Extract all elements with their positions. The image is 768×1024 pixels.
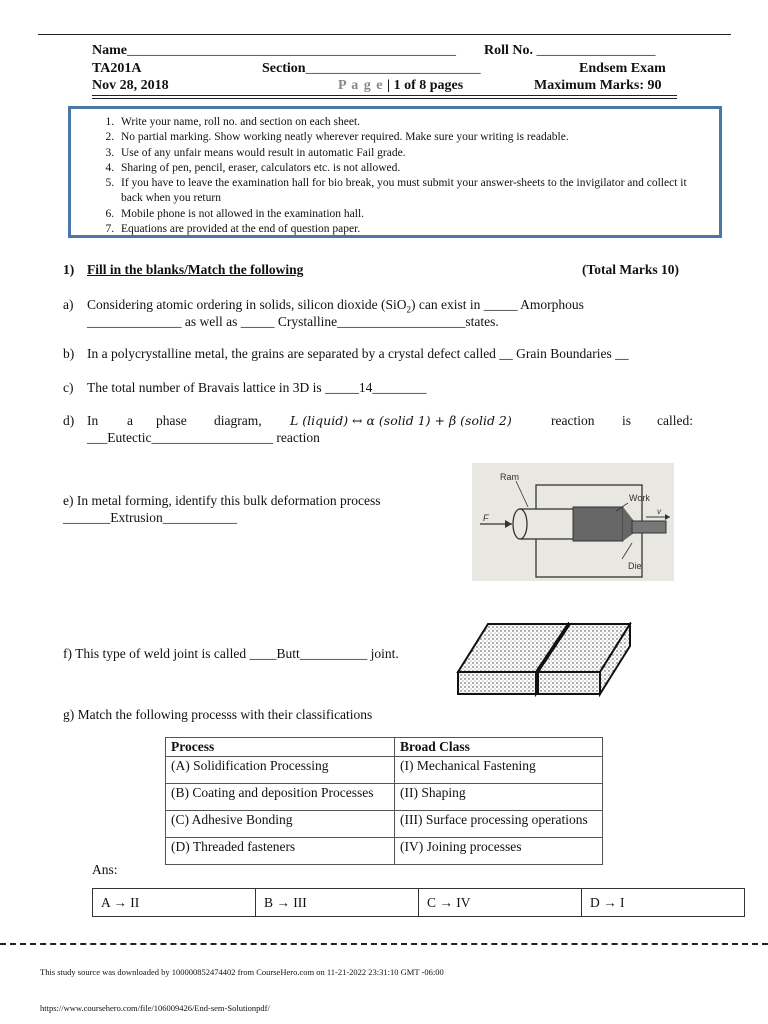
table-row — [93, 889, 745, 917]
instruction-item: 3. Use of any unfair means would result in automatic Fail grade. — [117, 146, 707, 161]
part-d-word: reaction — [551, 413, 595, 428]
table-cell: (B) Coating and deposition Processes — [166, 784, 395, 811]
cut-line — [0, 943, 768, 945]
part-a-line2: ______________ as well as _____ Crystalline___________________states. — [87, 314, 499, 329]
part-a-label: a) — [63, 297, 74, 312]
table-cell: (II) Shaping — [395, 784, 603, 811]
part-d-word: phase — [156, 413, 187, 428]
column-header: Process — [166, 738, 395, 757]
max-marks: Maximum Marks: 90 — [534, 78, 662, 93]
roll-field: Roll No. _________________ — [484, 43, 656, 58]
exam-name: Endsem Exam — [579, 61, 666, 76]
part-b-text: In a polycrystalline metal, the grains are separated by a crystal defect called __ Grain Boundaries __ — [87, 346, 629, 361]
part-d-word: is — [622, 413, 632, 428]
part-c-text: The total number of Bravais lattice in 3D is _____14________ — [87, 380, 427, 395]
extrusion-diagram — [472, 463, 674, 581]
course-code: TA201A — [92, 61, 142, 76]
answer-cell: B → III — [256, 889, 419, 917]
table-cell: (D) Threaded fasteners — [166, 838, 395, 865]
table-cell: (III) Surface processing operations — [395, 811, 603, 838]
name-field: Name_______________________________________________ — [92, 43, 456, 58]
footer-source: This study source was downloaded by 100000852474402 from CourseHero.com on 11-21-2022 23:31:10 GMT -06:00 — [40, 967, 444, 977]
part-a-line1: Considering atomic ordering in solids, silicon dioxide (SiO$_2$) can exist in _____ Amorphous — [87, 297, 584, 315]
table-row — [166, 757, 603, 784]
answer-cell: D → I — [582, 889, 745, 917]
section-field: Section_________________________ — [262, 61, 481, 76]
answer-cell: C → IV — [419, 889, 582, 917]
instructions-box — [68, 106, 722, 238]
instructions-list — [71, 115, 707, 237]
header-rule — [92, 95, 677, 96]
part-c-label: c) — [63, 380, 74, 395]
part-f-text: f) This type of weld joint is called ____Butt__________ joint. — [63, 646, 399, 661]
instruction-item: 6. Mobile phone is not allowed in the examination hall. — [117, 207, 707, 222]
exam-date: Nov 28, 2018 — [92, 78, 169, 93]
part-e-text: e) In metal forming, identify this bulk deformation process — [63, 493, 381, 508]
table-cell: (A) Solidification Processing — [166, 757, 395, 784]
figure-label-ram: Ram — [500, 472, 520, 482]
figure-label-die: Die — [628, 561, 642, 571]
part-d-word: diagram, — [214, 413, 262, 428]
question-number: 1) — [63, 262, 75, 277]
match-table — [165, 737, 603, 865]
table-cell: (C) Adhesive Bonding — [166, 811, 395, 838]
instruction-item: 7. Equations are provided at the end of question paper. — [117, 222, 707, 237]
part-e-line2: _______Extrusion___________ — [63, 510, 237, 525]
table-header-row — [166, 738, 603, 757]
figure-label-f: F — [483, 513, 489, 523]
part-d-line2: ___Eutectic__________________ reaction — [87, 430, 320, 445]
column-header: Broad Class — [395, 738, 603, 757]
part-d-word: In — [87, 413, 99, 428]
top-rule — [38, 34, 731, 35]
question-title: Fill in the blanks/Match the following — [87, 262, 304, 277]
part-b-label: b) — [63, 346, 75, 361]
part-d-label: d) — [63, 413, 75, 428]
figure-label-work: Work — [629, 493, 650, 503]
answer-table — [92, 888, 745, 917]
table-row — [166, 784, 603, 811]
butt-weld-diagram — [456, 622, 632, 698]
table-cell: (IV) Joining processes — [395, 838, 603, 865]
table-cell: (I) Mechanical Fastening — [395, 757, 603, 784]
answer-cell: A → II — [93, 889, 256, 917]
footer-url[interactable]: https://www.coursehero.com/file/106009426/End-sem-Solutionpdf/ — [40, 1003, 270, 1013]
table-row — [166, 811, 603, 838]
page-indicator: P a g e | 1 of 8 pages — [338, 78, 464, 93]
figure-label-v: v — [657, 507, 661, 516]
question-marks: (Total Marks 10) — [582, 262, 679, 277]
instruction-item: 5. If you have to leave the examination hall for bio break, you must submit your answer-sheets to the invigilator and collect it back when you return — [117, 176, 707, 207]
header-rule-thin — [92, 98, 677, 99]
part-g-text: g) Match the following processs with their classifications — [63, 707, 373, 722]
answer-label: Ans: — [92, 862, 118, 877]
table-row — [166, 838, 603, 865]
instruction-item: 1. Write your name, roll no. and section on each sheet. — [117, 115, 707, 130]
instruction-item: 4. Sharing of pen, pencil, eraser, calculators etc. is not allowed. — [117, 161, 707, 176]
instruction-item: 2. No partial marking. Show working neatly wherever required. Make sure your writing is readable. — [117, 130, 707, 145]
part-d-word: a — [127, 413, 133, 428]
part-d-word: called: — [657, 413, 693, 428]
phase-equation: L (liquid) ↔ α (solid 1) + β (solid 2) — [290, 413, 512, 428]
